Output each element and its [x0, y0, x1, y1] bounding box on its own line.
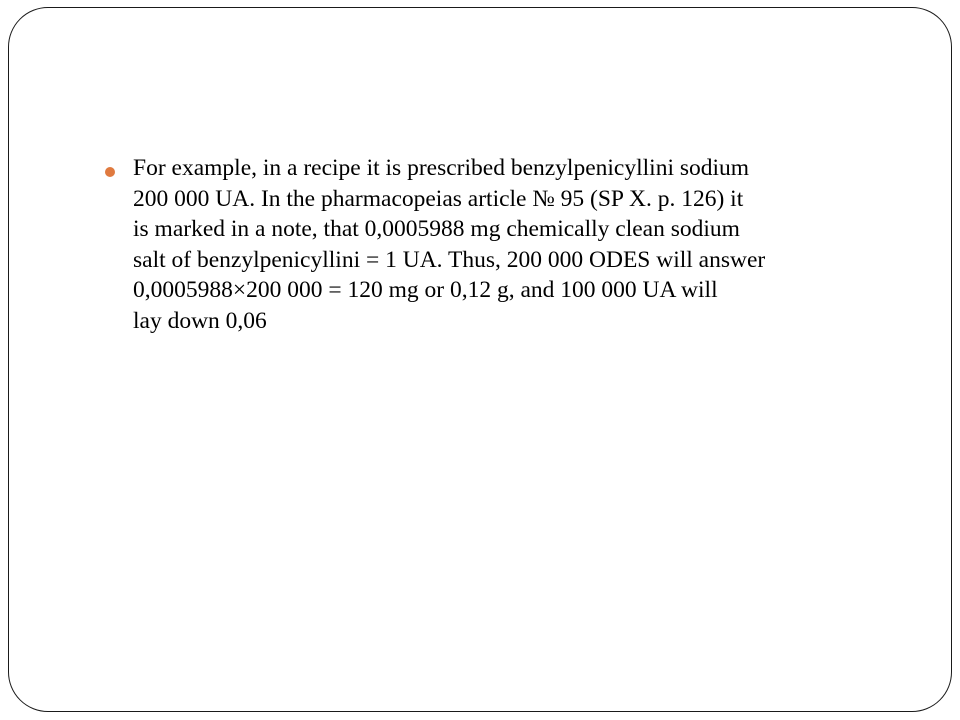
bullet-text: For example, in a recipe it is prescribed benzylpenicyllini sodium 200 000 UA. In the pharmacopeias article № 95 (SP X. p. 126) it is marked in a note, that 0,0005988 mg chemically clean sodium salt of benzylpenicyllini = 1 UA. Thus, 200 000 ODES will answer 0,0005988×200 000 = 120 mg or 0,12 g, and 100 000 UA will lay down 0,06 — [133, 155, 766, 334]
bullet-item — [102, 153, 922, 336]
slide-frame — [8, 7, 952, 712]
bullet-dot-icon — [105, 167, 115, 177]
slide-content — [102, 153, 922, 336]
